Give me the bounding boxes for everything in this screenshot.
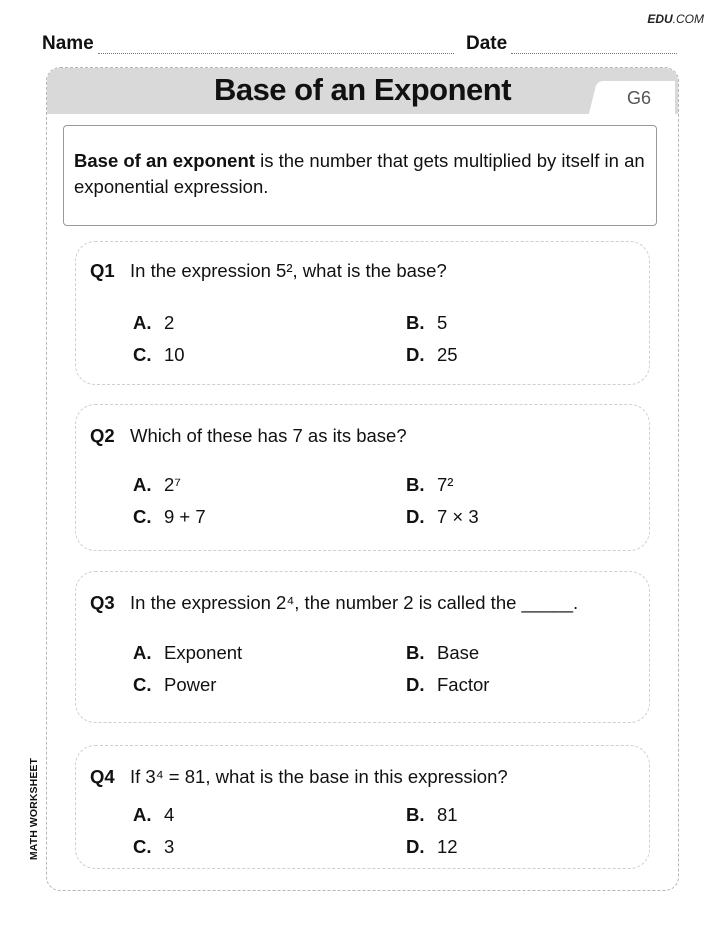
name-line[interactable] [98,53,454,54]
side-label: MATH WORKSHEET [28,757,40,861]
question-text: In the expression 5², what is the base? [130,260,447,281]
option-a[interactable]: A. 4 [133,804,175,825]
definition-term: Base of an exponent [74,150,255,171]
question-number: Q1 [90,260,115,281]
grade-badge: G6 [603,81,675,114]
question-text: If 3⁴ = 81, what is the base in this expression? [130,766,508,787]
option-b[interactable]: B. Base [406,642,480,663]
question-card-2 [75,404,650,551]
question-number: Q3 [90,592,115,613]
option-b[interactable]: B. 81 [406,804,458,825]
option-c[interactable]: C. Power [133,674,217,695]
question-text: Which of these has 7 as its base? [130,425,407,446]
option-a[interactable]: A. 2⁷ [133,474,181,495]
question-card-4 [75,745,650,869]
option-c[interactable]: C. 3 [133,836,175,857]
brand-logo: EDU.COM [647,12,704,26]
question-number: Q2 [90,425,115,446]
option-d[interactable]: D. 25 [406,344,458,365]
date-label: Date [466,33,508,54]
date-line[interactable] [511,53,677,54]
option-b[interactable]: B. 5 [406,312,448,333]
option-d[interactable]: D. 12 [406,836,458,857]
option-d[interactable]: D. Factor [406,674,490,695]
option-a[interactable]: A. Exponent [133,642,243,663]
name-label: Name [42,33,94,54]
option-a[interactable]: A. 2 [133,312,175,333]
question-card-1 [75,241,650,385]
definition-text: is the number that gets multiplied by itself in an exponential expression. [74,150,645,197]
page-title: Base of an Exponent [213,72,512,107]
option-c[interactable]: C. 10 [133,344,185,365]
definition-box [63,125,657,226]
option-c[interactable]: C. 9 + 7 [133,506,206,527]
question-number: Q4 [90,766,115,787]
option-b[interactable]: B. 7² [406,474,454,495]
option-d[interactable]: D. 7 × 3 [406,506,479,527]
title-bar [47,68,678,114]
question-card-3 [75,571,650,723]
question-text: In the expression 2⁴, the number 2 is called the _____. [130,592,579,613]
